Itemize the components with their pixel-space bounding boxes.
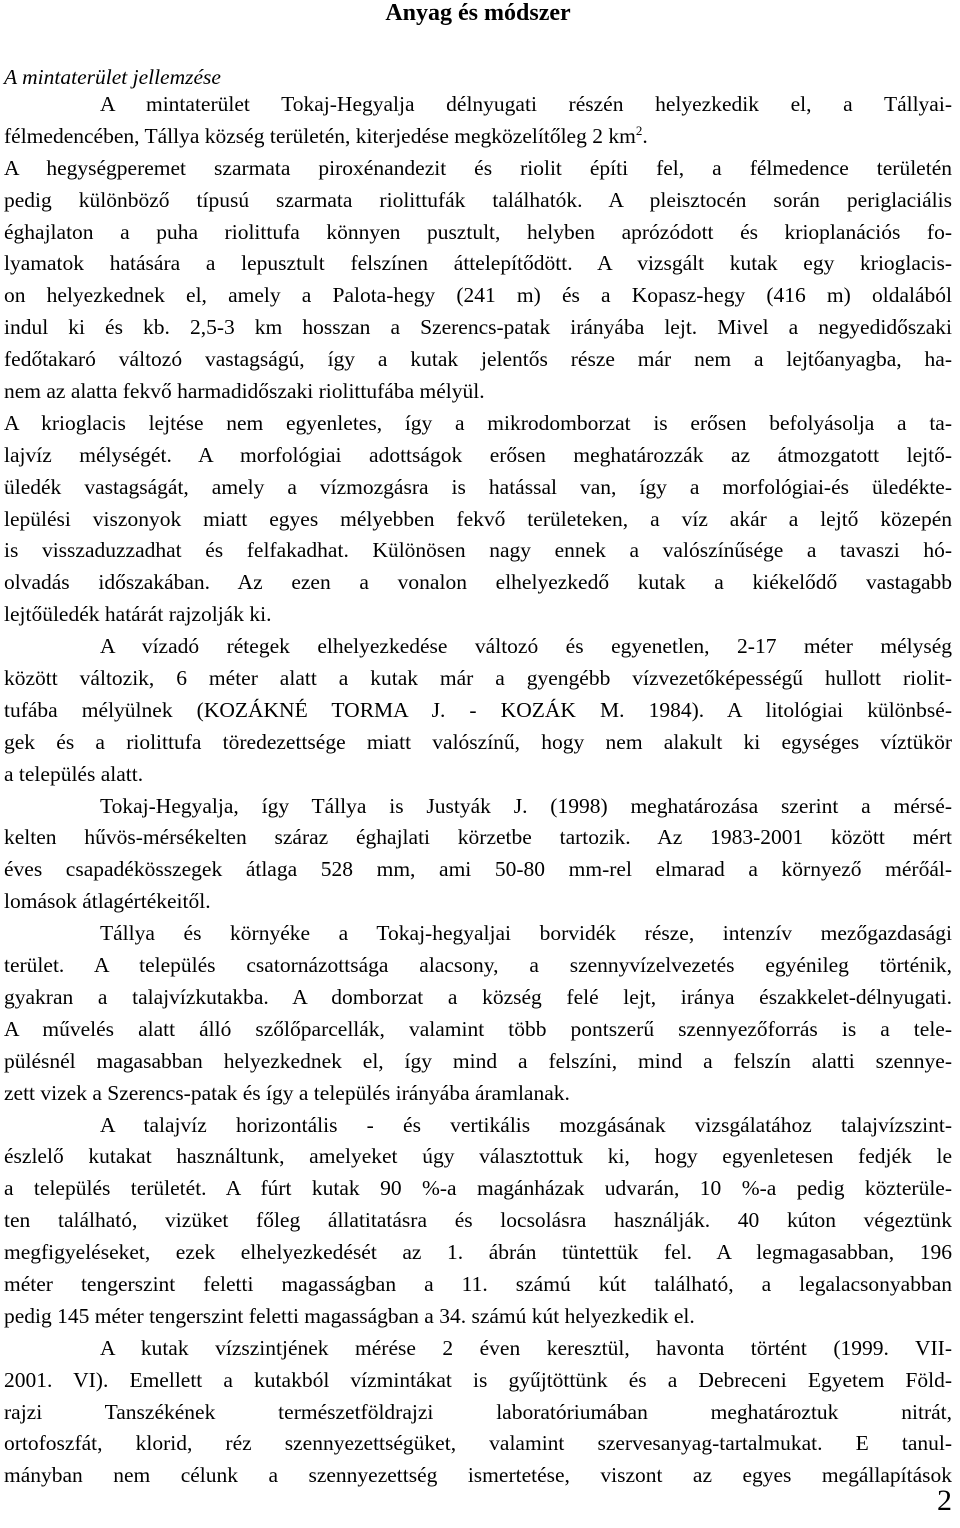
text-line-content: lepülési viszonyok miatt egyes mélyebben fekvő területeken, a víz akár a lejtő közepén [4,506,952,531]
text-line [4,472,952,504]
text-line-suffix: . [642,123,648,148]
text-line-content: mányban nem célunk a szennyezettség ismertetése, viszont az egyes megállapítások [4,1463,952,1488]
text-line [4,376,952,408]
text-line-content: fedőtakaró változó vastagságú, így a kutak jelentős része már nem a lejtőanyagba, ha- [4,347,952,372]
text-line [4,408,952,440]
text-line [4,1237,952,1269]
text-line-content: a település alatt. [4,761,144,786]
text-line [4,1110,952,1142]
subsection-title: A mintaterület jellemzése [4,65,221,89]
text-line [4,791,952,823]
section-title: Anyag és módszer [385,0,571,26]
text-line-content: pülésnél magasabban helyezkednek el, így mind a felszíni, mind a felszín alatti szennye- [4,1048,952,1073]
text-line-content: méter tengerszint feletti magasságban a 11. számú kút található, a legalacsonyabban [4,1271,952,1296]
text-line [4,217,952,249]
text-line [4,440,952,472]
text-line [4,248,952,280]
text-line [4,312,952,344]
text-line-content: lyamatok hatására a lepusztult felszínen áttelepítődött. A vizsgált kutak egy krioglacis- [4,251,952,276]
text-line-content: 2001. VI). Emellett a kutakból vízmintákat is gyűjtöttünk és a Debreceni Egyetem Föld- [4,1367,952,1392]
text-line [4,1046,952,1078]
text-line [4,1173,952,1205]
text-line [4,854,952,886]
text-line-content: félmedencében, Tállya község területén, kiterjedése megközelítőleg 2 km [4,123,636,148]
text-line [4,344,952,376]
text-line-content: észlelő kutakat használtunk, amelyeket úgy választottuk ki, hogy egyenletesen fedjék le [4,1144,952,1169]
text-line-content: A talajvíz horizontális - és vertikális mozgásának vizsgálatához talajvízszint- [100,1112,952,1137]
text-line [4,631,952,663]
text-line-content: terület. A település csatornázottsága alacsony, a szennyvízelvezetés egyénileg történik, [4,953,952,978]
text-line [4,1397,952,1429]
text-line [4,567,952,599]
text-line [4,1428,952,1460]
text-line-content: gyakran a talajvízkutakba. A domborzat a község felé lejt, iránya északkelet-délnyugati. [4,984,952,1009]
text-line-content: indul ki és kb. 2,5-3 km hosszan a Szerencs-patak irányába lejt. Mivel a negyedidőszaki [4,315,952,340]
text-line [4,89,952,121]
text-line-content: is visszaduzzadhat és felfakadhat. Különösen nagy ennek a valószínűsége a tavaszi hó- [4,538,952,563]
text-line [4,280,952,312]
text-line-content: éghajlaton a puha riolittufa könnyen pusztult, helyben aprózódott és krioplanációs fo- [4,219,952,244]
text-line-content: on helyezkednek el, amely a Palota-hegy (241 m) és a Kopasz-hegy (416 m) oldalából [4,283,952,308]
text-line [4,1365,952,1397]
text-line [4,727,952,759]
text-line-content: A művelés alatt álló szőlőparcellák, valamint több pontszerű szennyezőforrás is a tele- [4,1016,952,1041]
text-line-content: olvadás időszakában. Az ezen a vonalon elhelyezkedő kutak a kiékelődő vastagabb [4,570,952,595]
text-line [4,950,952,982]
text-line-content: ortofoszfát, klorid, réz szennyezettségüket, valamint szervesanyag-tartalmukat. E tanul- [4,1431,952,1456]
text-line [4,121,952,153]
text-line [4,599,952,631]
text-line-content: rajzi Tanszékének természetföldrajzi laboratóriumában meghatároztuk nitrát, [4,1399,952,1424]
text-line [4,1205,952,1237]
text-line-content: A krioglacis lejtése nem egyenletes, így a mikrodomborzat is erősen befolyásolja a ta- [4,410,952,435]
text-line [4,695,952,727]
text-line-content: nem az alatta fekvő harmadidőszaki riolittufába mélyül. [4,379,485,404]
text-line [4,822,952,854]
text-line-content: lejtőüledék határát rajzolják ki. [4,602,272,627]
text-line-content: lomások átlagértékeitől. [4,889,211,914]
text-line-content: üledék vastagságát, amely a vízmozgásra is hatással van, így a morfológiai-és üledékte- [4,474,952,499]
text-line [4,185,952,217]
text-line-content: tufába mélyülnek (KOZÁKNÉ TORMA J. - KOZÁK M. 1984). A litológiai különbsé- [4,697,952,722]
text-line [4,1333,952,1365]
text-line [4,1301,952,1333]
text-line [4,918,952,950]
text-line [4,1269,952,1301]
document-page [4,0,952,1488]
text-line [4,1141,952,1173]
text-line-content: között változik, 6 méter alatt a kutak már a gyengébb vízvezetőképességű hullott riolit- [4,666,952,691]
text-line-content: ten található, vizüket főleg állatitatásra és locsolásra használják. 40 kúton végeztünk [4,1208,952,1233]
text-line-content: éves csapadékösszegek átlaga 528 mm, ami 50-80 mm-rel elmarad a környező mérőál- [4,857,952,882]
text-line [4,504,952,536]
text-line [4,886,952,918]
text-line-content: Tállya és környéke a Tokaj-hegyaljai borvidék része, intenzív mezőgazdasági [100,921,952,946]
text-line [4,1460,952,1492]
text-line-content: A kutak vízszintjének mérése 2 éven keresztül, havonta történt (1999. VII- [100,1335,952,1360]
text-line [4,759,952,791]
text-line [4,535,952,567]
text-line [4,1078,952,1110]
text-line [4,1014,952,1046]
text-line-content: A mintaterület Tokaj-Hegyalja délnyugati részén helyezkedik el, a Tállyai- [100,92,952,116]
text-line-content: pedig különböző típusú szarmata riolittufák találhatók. A pleisztocén során periglaciális [4,187,952,212]
text-line [4,663,952,695]
text-line-content: gek és a riolittufa töredezettsége miatt valószínű, hogy nem alakult ki egységes víztükör [4,729,952,754]
text-line-content: Tokaj-Hegyalja, így Tállya is Justyák J. (1998) meghatározása szerint a mérsé- [100,793,952,818]
text-line [4,982,952,1014]
text-line-content: A hegységperemet szarmata piroxénandezit és riolit építi fel, a félmedence területén [4,155,952,180]
text-line [4,153,952,185]
text-line-content: kelten hűvös-mérsékelten száraz éghajlati körzetbe tartozik. Az 1983-2001 között mért [4,825,952,850]
text-line-content: a település területét. A fúrt kutak 90 %-a magánházak udvarán, 10 %-a pedig közterüle- [4,1176,952,1201]
superscript: 2 [635,122,643,138]
text-line-content: pedig 145 méter tengerszint feletti magasságban a 34. számú kút helyezkedik el. [4,1303,695,1328]
page-number: 2 [937,1484,952,1517]
text-line-content: lajvíz mélységét. A morfológiai adottságok erősen meghatározzák az átmozgatott lejtő- [4,442,952,467]
text-line-content: zett vizek a Szerencs-patak és így a település irányába áramlanak. [4,1080,570,1105]
body-text [4,89,952,1492]
text-line-content: A vízadó rétegek elhelyezkedése változó és egyenetlen, 2-17 méter mélység [100,634,952,659]
text-line-content: megfigyeléseket, ezek elhelyezkedését az 1. ábrán tüntettük fel. A legmagasabban, 196 [4,1240,952,1265]
